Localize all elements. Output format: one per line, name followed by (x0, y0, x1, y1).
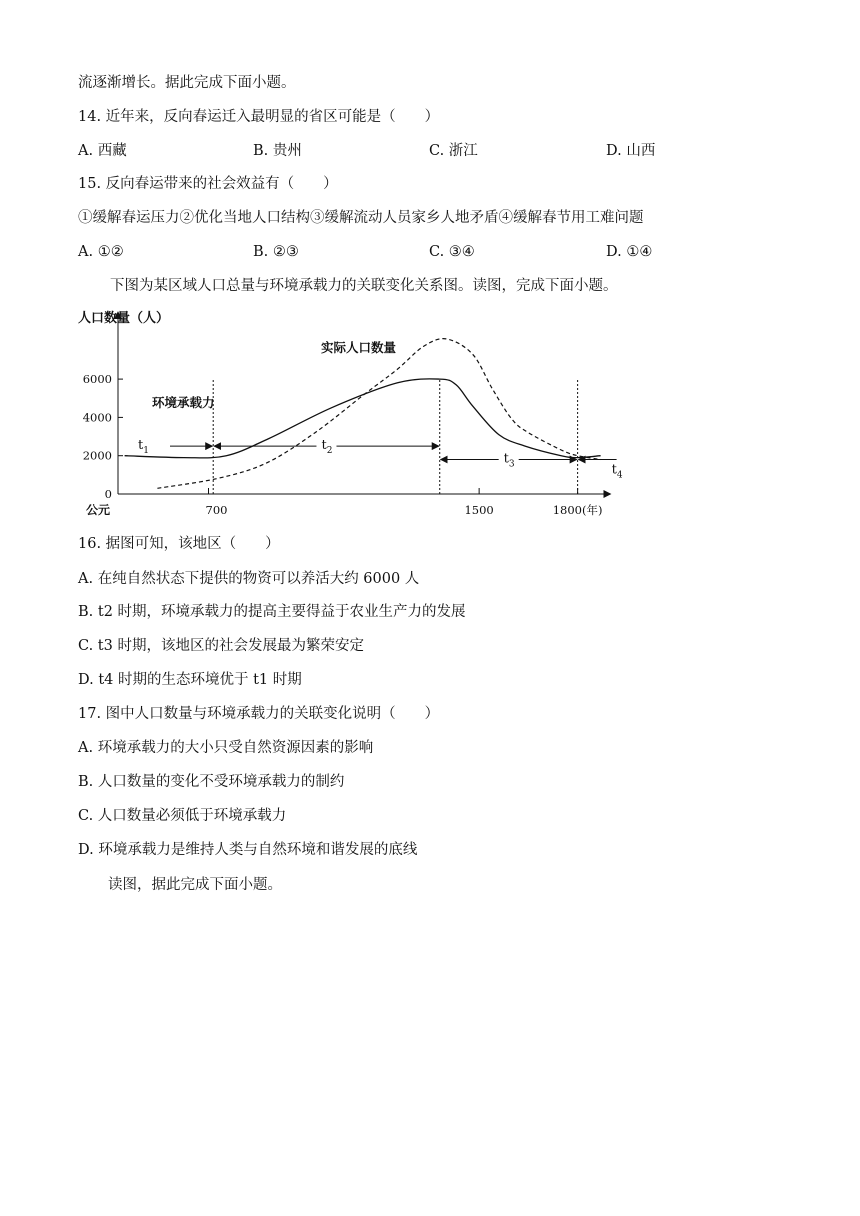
y-tick-label: 4000 (82, 410, 112, 425)
y-tick-label: 0 (104, 487, 112, 501)
question-14-stem: 14. 近年来，反向春运迁入最明显的省区可能是（ ） (78, 109, 440, 125)
period-label-sub: 2 (326, 446, 333, 457)
q17-option-b[interactable]: B. 人口数量的变化不受环境承载力的制约 (78, 774, 345, 790)
q15-option-c[interactable]: C. ③④ (429, 244, 475, 260)
period-label: $t_3$ (503, 451, 515, 470)
q16-option-d[interactable]: D. t4 时期的生态环境优于 t1 时期 (78, 672, 302, 688)
period-label: $t_1$ (138, 438, 149, 457)
y-ticks (83, 372, 123, 501)
x-ticks (206, 488, 603, 517)
last-intro-text: 读图，据此完成下面小题。 (108, 877, 282, 893)
q15-option-b[interactable]: B. ②③ (253, 244, 299, 260)
period-label-sub: 4 (616, 470, 623, 481)
intro-tail-text: 流逐渐增长。据此完成下面小题。 (78, 75, 296, 91)
y-tick-label: 6000 (82, 372, 112, 387)
x-axis-label-era: 公元 (86, 503, 111, 517)
series-label-actual-population: 实际人口数量 (321, 340, 397, 355)
y-tick-label: 2000 (82, 448, 112, 463)
period-label-sub: 1 (143, 446, 149, 457)
q14-option-c[interactable]: C. 浙江 (429, 143, 478, 159)
q14-option-d[interactable]: D. 山西 (606, 143, 656, 159)
x-tick-label: 700 (205, 503, 228, 517)
series-label-carrying-capacity: 环境承载力 (152, 395, 215, 410)
q16-option-c[interactable]: C. t3 时期，该地区的社会发展最为繁荣安定 (78, 638, 364, 654)
q15-option-a[interactable]: A. ①② (78, 244, 124, 260)
q14-option-b[interactable]: B. 贵州 (253, 143, 302, 159)
question-17-stem: 17. 图中人口数量与环境承载力的关联变化说明（ ） (78, 706, 440, 722)
q14-option-a[interactable]: A. 西藏 (78, 143, 127, 159)
q16-option-b[interactable]: B. t2 时期，环境承载力的提高主要得益于农业生产力的发展 (78, 604, 466, 620)
period-label: $t_2$ (321, 438, 333, 457)
period-label-sub: 3 (508, 459, 515, 470)
population-carrying-capacity-chart (76, 304, 623, 519)
q17-option-a[interactable]: A. 环境承载力的大小只受自然资源因素的影响 (78, 740, 374, 756)
x-tick-label: 1500 (464, 503, 494, 517)
period-divider-lines (213, 379, 577, 494)
q15-option-d[interactable]: D. ①④ (606, 244, 653, 260)
question-15-statements: ①缓解春运压力②优化当地人口结构③缓解流动人员家乡人地矛盾④缓解春节用工难问题 (78, 210, 644, 226)
q16-option-a[interactable]: A. 在纯自然状态下提供的物资可以养活大约 6000 人 (78, 571, 420, 587)
period-label: $t_4$ (611, 462, 623, 481)
x-axis-unit: (年) (582, 503, 603, 517)
question-16-stem: 16. 据图可知，该地区（ ） (78, 536, 280, 552)
y-axis-label: 人口数量（人） (78, 311, 170, 326)
chart-intro-text: 下图为某区域人口总量与环境承载力的关联变化关系图。读图，完成下面小题。 (110, 278, 618, 294)
x-tick-label: 1800(年) (552, 503, 603, 517)
q17-option-c[interactable]: C. 人口数量必须低于环境承载力 (78, 808, 287, 824)
question-15-stem: 15. 反向春运带来的社会效益有（ ） (78, 176, 338, 192)
series-line-actual-population (157, 339, 600, 489)
q17-option-d[interactable]: D. 环境承载力是维持人类与自然环境和谐发展的底线 (78, 842, 418, 858)
